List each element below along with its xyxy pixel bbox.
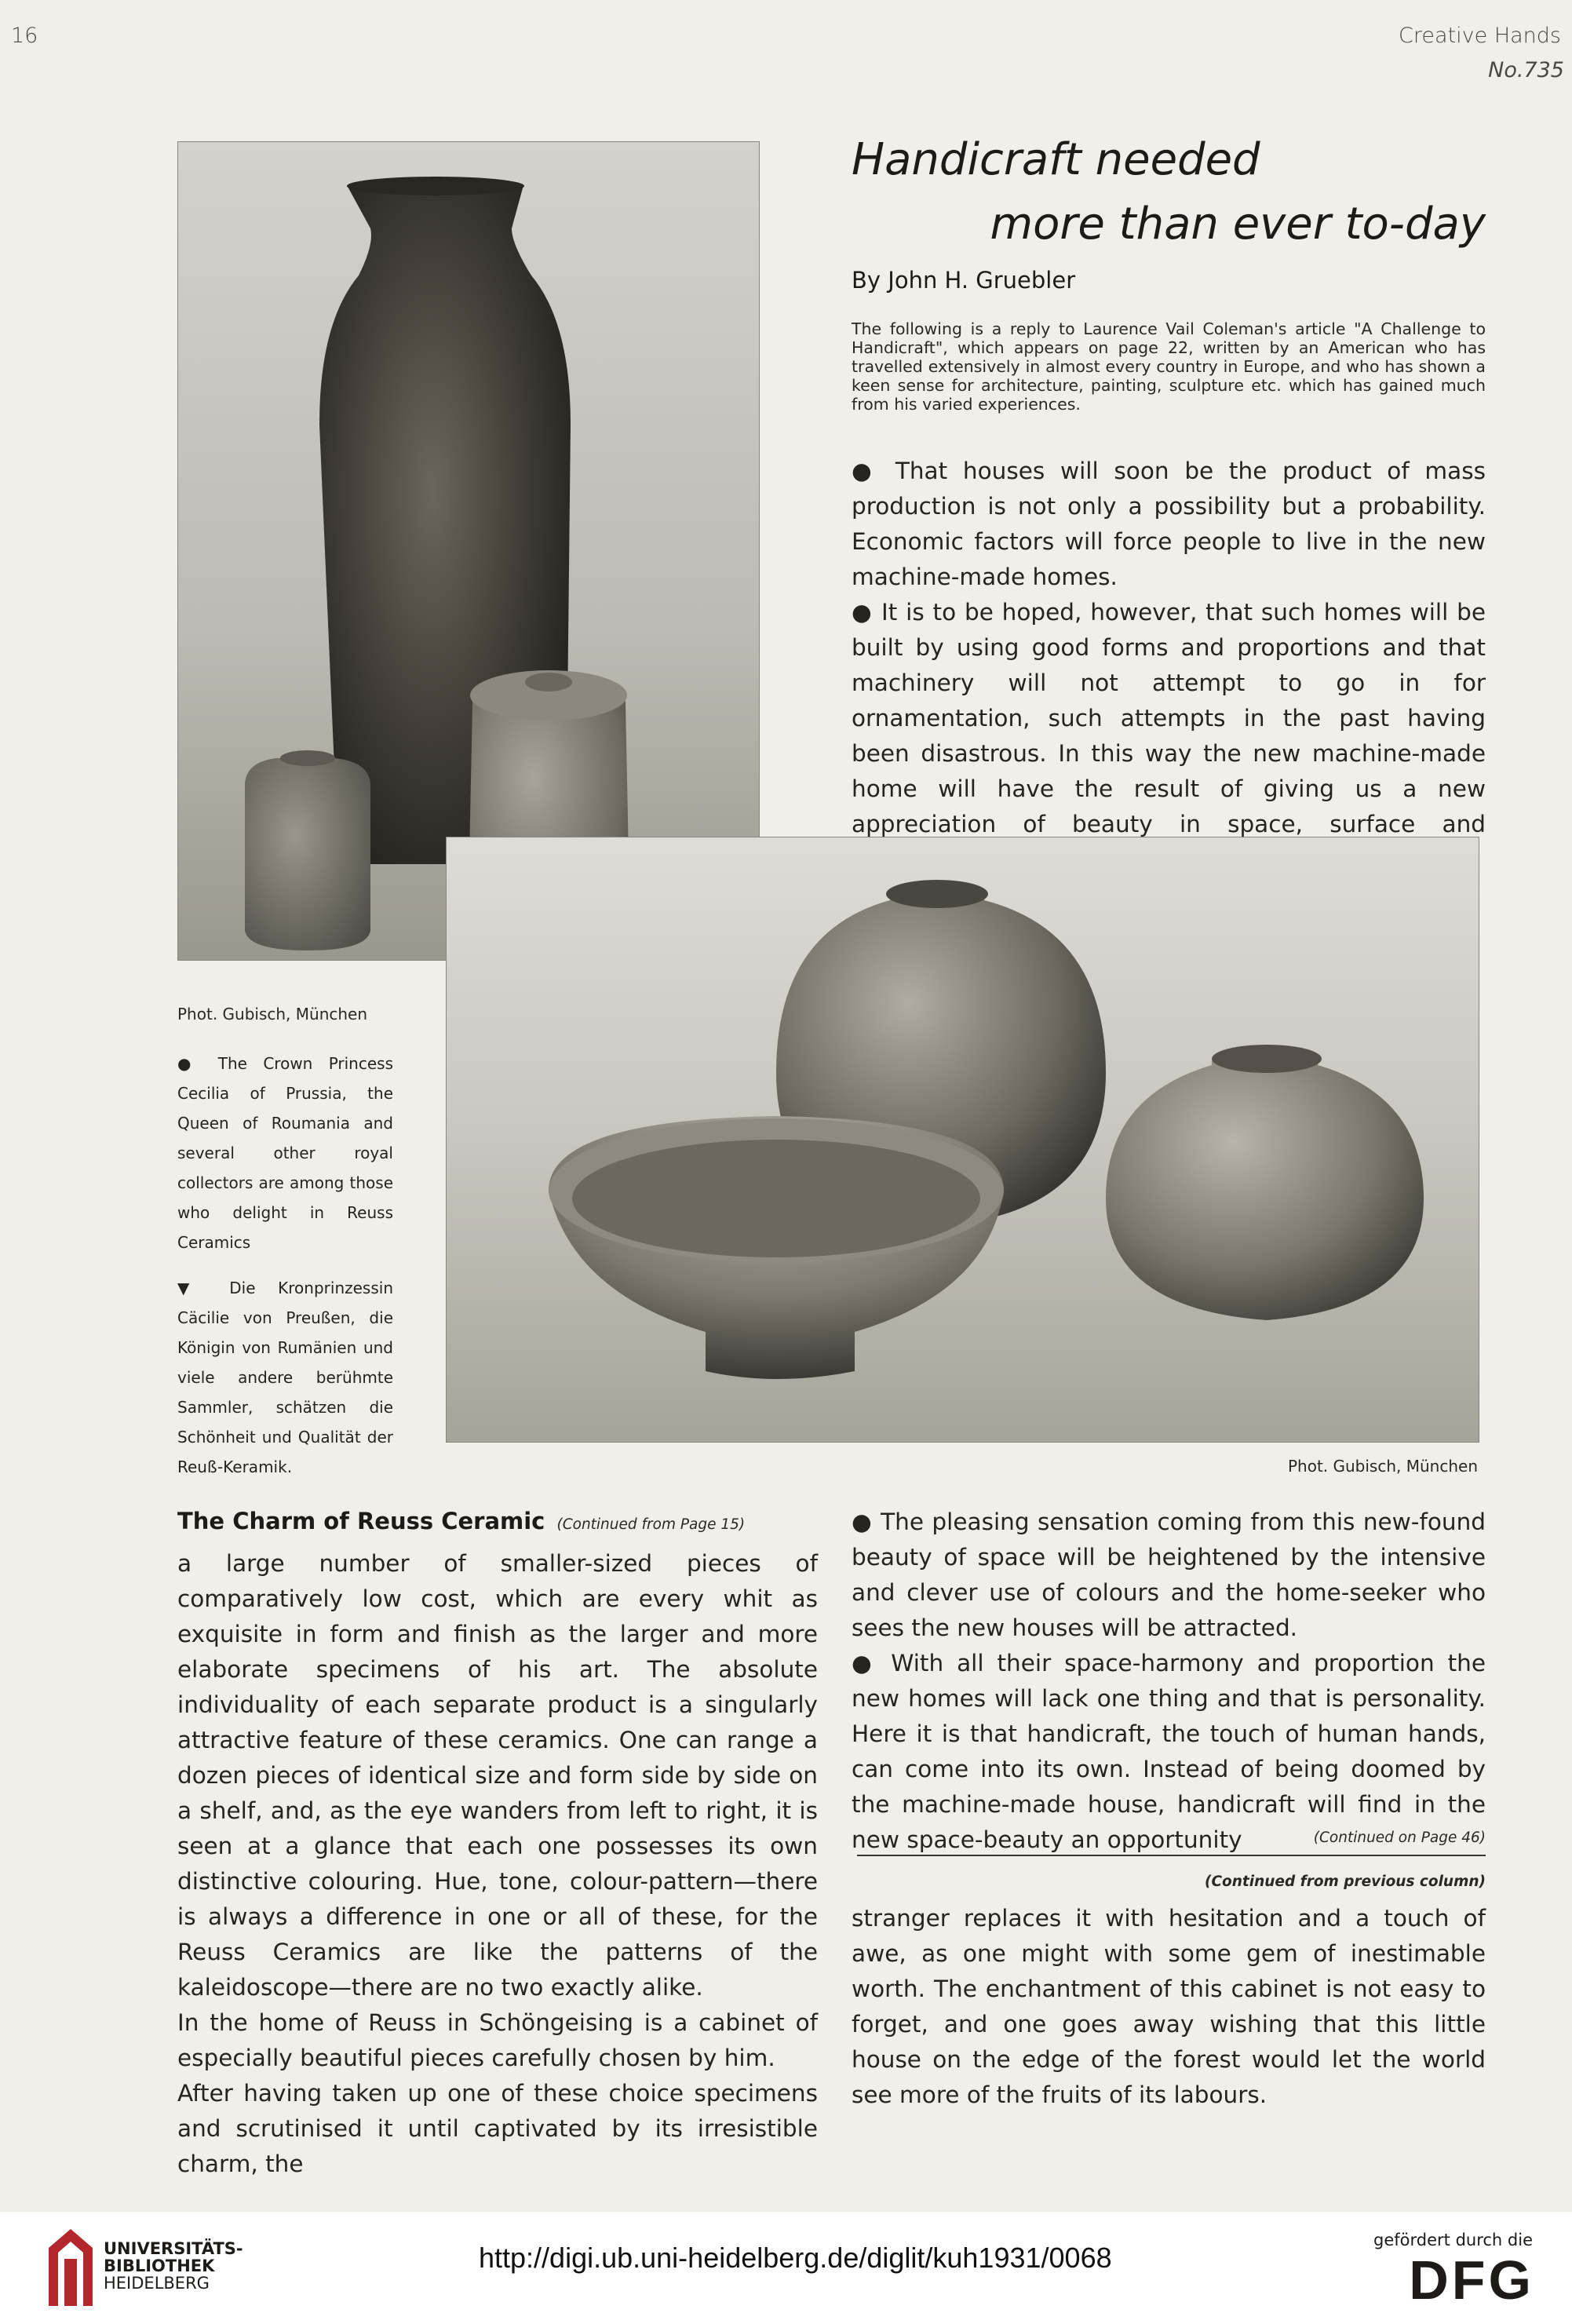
continued-from-previous-note: (Continued from previous column) [1204,1873,1486,1890]
magazine-name: Creative Hands [1399,24,1561,48]
article-title-line1: Handicraft needed [852,134,1260,185]
reuss-paragraph-2: In the home of Reuss in Schöngeising is a cabinet of especially beautiful pieces carefully chosen by him. [177,2009,818,2071]
library-logo-icon [44,2224,97,2311]
byline: By John H. Gruebler [852,267,1076,294]
reuss-section-title: The Charm of Reuss Ceramic [177,1508,545,1534]
article-body-lower [852,1505,1486,1858]
article-body-top [852,454,1486,877]
library-name-line1: UNIVERSITÄTS- [104,2239,243,2258]
reuss-paragraph-1: a large number of smaller-sized pieces of comparatively low cost, which are every whit as exquisite in form and finish as the larger and more elaborate specimens of his art. The absolute individuality of each separate product is a singularly attractive feature of these ceramics. One can range a dozen pieces of identical size and form side by side on a shelf, and, as the eye wanders from left to right, it is seen at a glance that each one possesses its own distinctive colouring. Hue, tone, colour-pattern—there is always a difference in one or all of these, for the Reuss Ceramics are like the patterns of the kaleidoscope—there are no two exactly alike. [177,1550,818,2001]
sidebar-captions [177,1049,393,1482]
funded-by-label: gefördert durch die [1373,2231,1533,2249]
article-title-line2: more than ever to-day [990,199,1486,250]
page-number: 16 [11,24,38,48]
library-name-line3: HEIDELBERG [104,2274,210,2293]
reuss-body [177,1546,818,2182]
dfg-logo: DFG [1409,2249,1534,2311]
reuss-continued-from: (Continued from Page 15) [556,1516,746,1533]
paragraph-mass-production: ● That houses will soon be the product of mass production is not only a possibility but a probability. Economic factors will force people to live in the new machine-made homes. [852,458,1486,590]
reuss-paragraph-3: After having taken up one of these choice specimens and scrutinised it until captivated by its irresistible charm, the [177,2080,818,2177]
issue-number: No.735 [1488,58,1564,82]
small-bottle [245,758,370,950]
digitization-footer [0,2212,1572,2324]
paragraph-stranger: stranger replaces it with hesitation and a touch of awe, as one might with some gem of inestimable worth. The enchantment of this cabinet is not easy to forget, and one goes away wishing that this little house on the edge of the forest would let the world see more of the fruits of its labours. [852,1905,1486,2108]
photo-credit-1: Phot. Gubisch, München [177,1005,368,1023]
photo-credit-2: Phot. Gubisch, München [1287,1457,1478,1476]
paragraph-good-forms: ● It is to be hoped, however, that such homes will be built by using good forms and proportions and that machinery will not attempt to go in for ornamentation, such attempts in the past having been disastrous. In this way the new machine-made home will have the result of giving us a new appreciation of beauty in space, surface and [852,599,1486,837]
column-divider-rule [857,1855,1486,1856]
continued-on-note: (Continued on Page 46) [1313,1830,1486,1846]
permalink-url[interactable]: http://digi.ub.uni-heidelberg.de/diglit/kuh1931/0068 [479,2242,1112,2274]
article-body-end [852,1901,1486,2113]
caption-english: ● The Crown Princess Cecilia of Prussia, the Queen of Roumania and several other royal collectors are among those who delight in Reuss Ceramics [177,1054,393,1252]
reuss-heading [177,1508,818,1534]
article-intro: The following is a reply to Laurence Vail Coleman's article "A Challenge to Handicraft", which appears on page 22, written by an American who has travelled extensively in almost every country in Europe, and who has shown a keen sense for architecture, painting, sculpture etc. which has gained much from his varied experiences. [852,319,1486,414]
paragraph-pleasing-sensation: ● The pleasing sensation coming from this new-found beauty of space will be heightened by the intensive and clever use of colours and the home-seeker who sees the new houses will be attracted. [852,1509,1486,1641]
photo-bowls-and-pots [446,837,1479,1443]
paragraph-lack-personality: ● With all their space-harmony and proportion the new homes will lack one thing and that is personality. Here it is that handicraft, the touch of human hands, can come into its own. Instead of being doomed by the machine-made house, handicraft will find in the new space-beauty an opportunity [852,1650,1486,1853]
caption-german: ▼ Die Kronprinzessin Cäcilie von Preußen, die Königin von Rumänien und viele andere berühmte Sammler, schätzen die Schönheit und Qualität der Reuß-Keramik. [177,1279,393,1476]
library-name-line2: BIBLIOTHEK [104,2257,215,2275]
